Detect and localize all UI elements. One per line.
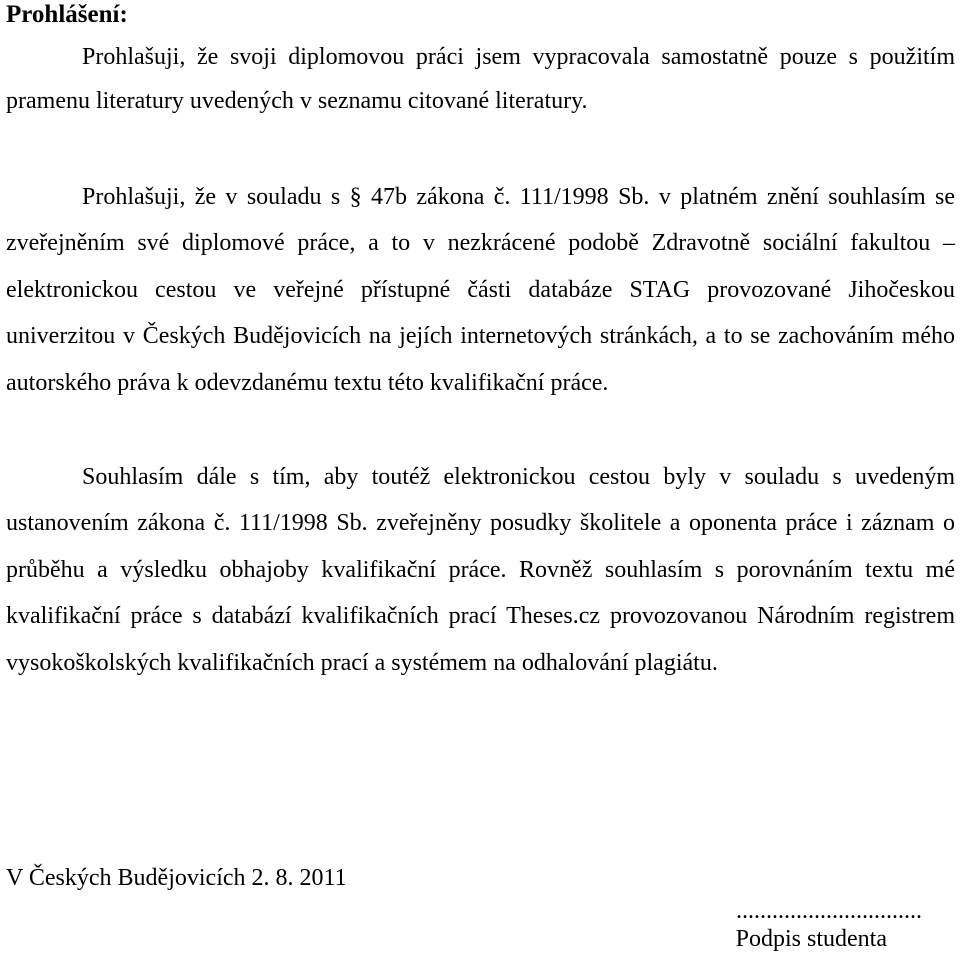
signature-line: ............................... [736,898,922,924]
paragraph-publication-consent: Prohlašuji, že v souladu s § 47b zákona č. 111/1998 Sb. v platném znění souhlasím se zveřejněním své diplomové práce, a to v nezkrácené podobě Zdravotně sociální fakultou – elektronickou cestou ve veřejné přístupné části databáze STAG provozované Jihočeskou univerzitou v Českých Budějovicích na jejích internetových stránkách, a to se zachováním mého autorského práva k odevzdanému textu této kvalifikační práce. [6,184,955,396]
declaration-title: Prohlášení: [6,1,128,28]
place-and-date: V Českých Budějovicích 2. 8. 2011 [6,865,347,891]
paragraph-review-consent: Souhlasím dále s tím, aby toutéž elektronickou cestou byly v souladu s uvedeným ustanovením zákona č. 111/1998 Sb. zveřejněny posudky školitele a oponenta práce i záznam o průběhu a výsledku obhajoby kvalifikační práce. Rovněž souhlasím s porovnáním textu mé kvalifikační práce s databází kvalifikačních prací Theses.cz provozovanou Národním registrem vysokoškolských kvalifikačních prací a systémem na odhalování plagiátu. [6,464,955,676]
paragraph-own-work: Prohlašuji, že svoji diplomovou práci jsem vypracovala samostatně pouze s použitím pramenu literatury uvedených v seznamu citované literatury. [6,44,955,114]
signature-label: Podpis studenta [735,926,887,952]
